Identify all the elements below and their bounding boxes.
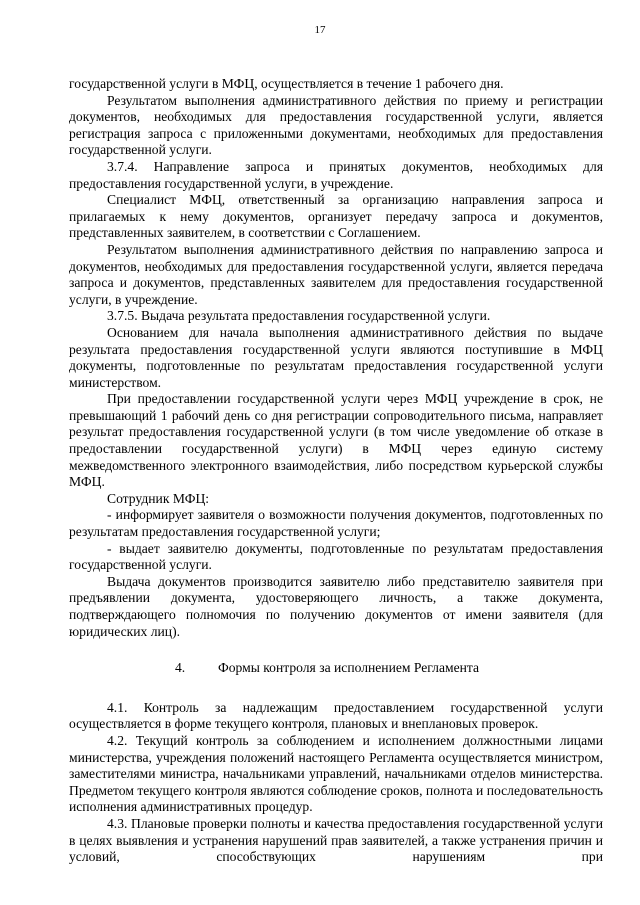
section-4-text (69, 700, 603, 866)
paragraph: Основанием для начала выполнения административного действия по выдаче результата предоставления государственной услуги являются поступившие в МФЦ документы, подготовленные по результатам предоставления государственной услуги министерством. (69, 324, 603, 390)
section-number: 4. (175, 660, 186, 676)
section-3-text (69, 76, 603, 640)
paragraph: - информирует заявителя о возможности получения документов, подготовленных по результатам предоставления государственной услуги; (69, 507, 603, 540)
paragraph: Сотрудник МФЦ: (107, 490, 210, 506)
paragraph: При предоставлении государственной услуги через МФЦ учреждение в срок, не превышающий 1 рабочий день со дня регистрации сопроводительного письма, направляет результат предоставления государственной услуги (в том числе уведомление об отказе в предоставлении государственной услуги) в МФЦ через единую систему межведомственного электронного взаимодействия, либо посредством курьерской службы МФЦ. (69, 391, 603, 490)
paragraph: 3.7.5. Выдача результата предоставления государственной услуги. (107, 308, 491, 324)
paragraph: Результатом выполнения административного действия по направлению запроса и документов, необходимых для предоставления государственной услуги, является передача запроса и документов, представленных заявителем для предоставления государственной услуги, в учреждение. (69, 241, 603, 307)
paragraph: Выдача документов производится заявителю либо представителю заявителя при предъявлении документа, удостоверяющего личность, а также документа, подтверждающего полномочия по получению документов от имени заявителя (для юридических лиц). (69, 573, 603, 639)
paragraph: 4.1. Контроль за надлежащим предоставлением государственной услуги осуществляется в форме текущего контроля, плановых и внеплановых проверок. (69, 699, 603, 732)
section-heading (69, 660, 603, 677)
paragraph: - выдает заявителю документы, подготовленные по результатам предоставления государственной услуги. (69, 540, 603, 573)
paragraph: Специалист МФЦ, ответственный за организацию направления запроса и прилагаемых к нему документов, организует передачу запроса и документов, представленных заявителем, в соответствии с Соглашением. (69, 192, 603, 241)
paragraph: 4.2. Текущий контроль за соблюдением и исполнением должностными лицами министерства, учреждения положений настоящего Регламента осуществляется министром, заместителями министра, начальниками управлений, начальниками отделов министерства. Предметом текущего контроля являются соблюдение сроков, полнота и последовательность исполнения административных процедур. (69, 732, 603, 815)
section-title: Формы контроля за исполнением Регламента (218, 660, 480, 676)
paragraph: государственной услуги в МФЦ, осуществляется в течение 1 рабочего дня. (69, 76, 504, 91)
page-number: 17 (314, 24, 326, 36)
paragraph: 4.3. Плановые проверки полноты и качества предоставления государственной услуги в целях выявления и устранения нарушений прав заявителей, а также устранения причин и условий, способствующих нарушениям при (69, 815, 603, 865)
document-body (69, 76, 603, 866)
paragraph: 3.7.4. Направление запроса и принятых документов, необходимых для предоставления государственной услуги, в учреждение. (69, 158, 603, 191)
paragraph: Результатом выполнения административного действия по приему и регистрации документов, необходимых для предоставления государственной услуги, является регистрация запроса с приложенными документами, необходимых для предоставления государственной услуги. (69, 92, 603, 158)
